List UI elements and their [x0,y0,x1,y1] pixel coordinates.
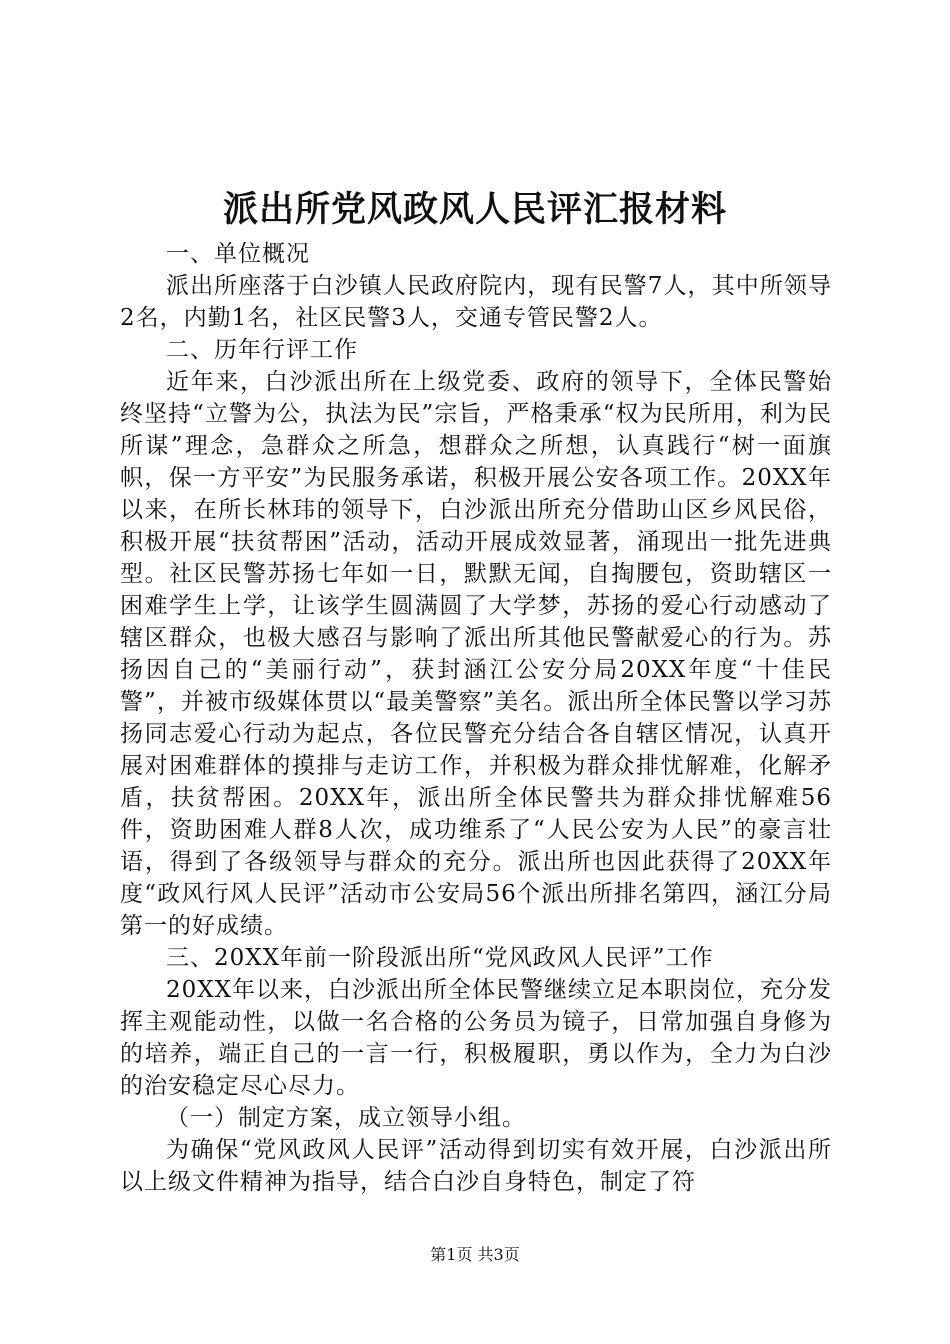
document-body [120,238,832,1198]
heading-past-review: 二、历年行评工作 [166,337,358,363]
paragraph-past-review: 近年来，白沙派出所在上级党委、政府的领导下，全体民警始终坚持“立警为公，执法为民”宗旨，严格秉承“权为民所用，利为民所谋”理念，急群众之所急，想群众之所想，认真践行“树一面旗帜，保一方平安”为民服务承诺，积极开展公安各项工作。20XX年以来，在所长林玮的领导下，白沙派出所充分借助山区乡风民俗，积极开展“扶贫帮困”活动，活动开展成效显著，涌现出一批先进典型。社区民警苏扬七年如一日，默默无闻，自掏腰包，资助辖区一困难学生上学，让该学生圆满圆了大学梦，苏扬的爱心行动感动了辖区群众，也极大感召与影响了派出所其他民警献爱心的行为。苏扬因自己的“美丽行动”，获封涵江公安分局20XX年度“十佳民警”，并被市级媒体贯以“最美警察”美名。派出所全体民警以学习苏扬同志爱心行动为起点，各位民警充分结合各自辖区情况，认真开展对困难群体的摸排与走访工作，并积极为群众排忧解难，化解矛盾，扶贫帮困。20XX年，派出所全体民警共为群众排忧解难56件，资助困难人群8人次，成功维系了“人民公安为人民”的豪言壮语，得到了各级领导与群众的充分。派出所也因此获得了20XX年度“政风行风人民评”活动市公安局56个派出所排名第四，涵江分局第一的好成绩。 [120,369,832,939]
paragraph-unit-overview: 派出所座落于白沙镇人民政府院内，现有民警7人，其中所领导2名，内勤1名，社区民警3人，交通专管民警2人。 [120,273,832,331]
page-footer: 第1页 共3页 [430,1245,520,1264]
heading-unit-overview: 一、单位概况 [166,241,310,267]
paragraph-current-work: 20XX年以来，白沙派出所全体民警继续立足本职岗位，充分发挥主观能动性，以做一名合格的公务员为镜子，日常加强自身修为的培养，端正自己的一言一行，积极履职，勇以作为，全力为白沙的治安稳定尽心尽力。 [120,977,833,1099]
heading-current-work: 三、20XX年前一阶段派出所“党风政风人民评”工作 [166,945,714,971]
paragraph-plan: 为确保“党风政风人民评”活动得到切实有效开展，白沙派出所以上级文件精神为指导，结合白沙自身特色，制定了符 [120,1137,832,1195]
document-title: 派出所党风政风人民评汇报材料 [222,189,727,230]
subheading-plan: （一）制定方案，成立领导小组。 [166,1105,526,1131]
